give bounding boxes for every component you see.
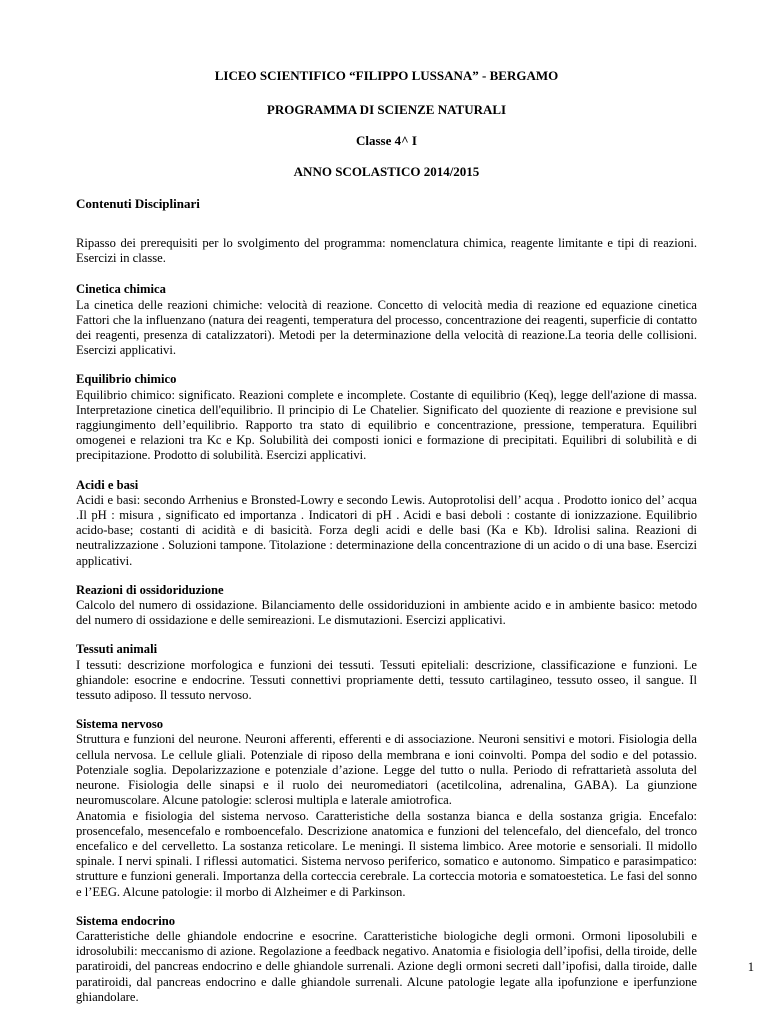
document-body [76, 236, 697, 1019]
section-text: Equilibrio chimico: significato. Reazioni complete e incomplete. Costante di equilibrio (Keq), legge dell'azione di massa. Interpretazione cinetica dell'equilibrio. Il principio di Le Chatelier. Significato del quoziente di reazione e previsione sul raggiungimento dell’equilibrio. Rapporto tra stato di equilibrio e concentrazione, pressione, temperatura. Equilibri omogenei e relazioni tra Kc e Kp. Solubilità dei composti ionici e formazione di precipitati. Equilibri di solubilità e di precipitazione. Prodotto di solubilità. Esercizi applicativi. [76, 387, 697, 463]
section-sistema-nervoso [76, 717, 697, 899]
intro-paragraph: Ripasso dei prerequisiti per lo svolgimento del programma: nomenclatura chimica, reagente limitante e tipi di reazioni. Esercizi in classe. [76, 236, 697, 266]
section-text: Calcolo del numero di ossidazione. Bilanciamento delle ossidoriduzioni in ambiente acido e in ambiente basico: metodo del numero di ossidazione e delle semireazioni. Le dismutazioni. Esercizi applicativi. [76, 598, 697, 628]
section-title: Sistema nervoso [76, 717, 164, 732]
program-title: PROGRAMMA DI SCIENZE NATURALI [266, 102, 507, 117]
section-tessuti [76, 642, 697, 703]
section-text: La cinetica delle reazioni chimiche: velocità di reazione. Concetto di velocità media di reazione ed equazione cinetica Fattori che la influenzano (natura dei reagenti, temperatura del processo, concentrazione dei reagenti, superficie di contatto dei reagenti, presenza di catalizzatori). Metodi per la determinazione della velocità di reazione.La teoria delle collisioni. Esercizi applicativi. [76, 297, 697, 358]
section-text: Caratteristiche delle ghiandole endocrine e esocrine. Caratteristiche biologiche degli ormoni. Ormoni liposolubili e idrosolubili: meccanismo di azione. Regolazione a feedback negativo. Anatomia e fisiologia dell’ipofisi, della tiroide, delle paratiroidi, del pancreas endocrino e delle ghiandole surrenali. Azione degli ormoni secreti dall’ipofisi, dalla tiroide, dalle paratiroidi, dal pancreas endocrino e dalle ghiandole surrenali. Alcune patologie legate alla ipofunzione e iperfunzione ghiandolare. [76, 928, 697, 1004]
section-title: Reazioni di ossidoriduzione [76, 582, 224, 597]
school-year: ANNO SCOLASTICO 2014/2015 [293, 164, 480, 179]
school-title: LICEO SCIENTIFICO “FILIPPO LUSSANA” - BERGAMO [214, 68, 559, 83]
section-title: Equilibrio chimico [76, 372, 177, 387]
section-text: Acidi e basi: secondo Arrhenius e Bronsted-Lowry e secondo Lewis. Autoprotolisi dell’ acqua . Prodotto ionico del’ acqua .Il pH : misura , significato ed importanza . Indicatori di pH . Acidi e basi deboli : costante di ionizzazione. Equilibrio acido-base; costanti di acidità e di basicità. Forza degli acidi e delle basi (Ka e Kb). Idrolisi salina. Reazioni di neutralizzazione . Soluzioni tampone. Titolazione : determinazione della concentrazione di un acido o di una base. Esercizi applicativi. [76, 492, 697, 568]
section-sistema-endocrino [76, 914, 697, 1005]
section-ossidoriduzione [76, 583, 697, 629]
contents-heading: Contenuti Disciplinari [76, 196, 200, 211]
section-title: Sistema endocrino [76, 913, 175, 928]
page-number: 1 [747, 960, 754, 974]
class-title: Classe 4^ I [355, 133, 417, 148]
section-cinetica [76, 282, 697, 358]
section-equilibrio [76, 372, 697, 463]
section-title: Cinetica chimica [76, 282, 166, 297]
section-acidi-basi [76, 478, 697, 569]
section-title: Tessuti animali [76, 642, 158, 657]
section-text: I tessuti: descrizione morfologica e funzioni dei tessuti. Tessuti epiteliali: descrizione, classificazione e funzioni. Le ghiandole: esocrine e endocrine. Tessuti connettivi propriamente detti, tessuto cartilagineo, tessuto osseo, il sangue. Il tessuto adiposo. Il tessuto nervoso. [76, 657, 697, 703]
section-text-2: Anatomia e fisiologia del sistema nervoso. Caratteristiche della sostanza bianca e della sostanza grigia. Encefalo: prosencefalo, mesencefalo e romboencefalo. Descrizione anatomica e funzioni del telencefalo, del diencefalo, del tronco encefalico e del cervelletto. La sostanza reticolare. Le meningi. Il sistema limbico. Aree motorie e sensoriali. Il midollo spinale. I nervi spinali. I riflessi automatici. Sistema nervoso periferico, somatico e autonomo. Simpatico e parasimpatico: strutture e funzioni generali. Importanza della corteccia cerebrale. La corteccia motoria e somatoestetica. Le fasi del sonno e l’EEG. Alcune patologie: il morbo di Alzheimer e di Parkinson. [76, 808, 697, 899]
section-text: Struttura e funzioni del neurone. Neuroni afferenti, efferenti e di associazione. Neuroni sensitivi e motori. Fisiologia della cellula nervosa. Le cellule gliali. Potenziale di riposo della membrana e ioni coinvolti. Pompa del sodio e del potassio. Potenziale soglia. Depolarizzazione e potenziale d’azione. Legge del tutto o nulla. Periodo di refrattarietà assoluta del neurone. Fisiologia delle sinapsi e il ruolo dei neuromediatori (acetilcolina, adrenalina, GABA). La giunzione neuromuscolare. Alcune patologie: sclerosi multipla e laterale amiotrofica. [76, 732, 697, 808]
section-title: Acidi e basi [76, 477, 139, 492]
